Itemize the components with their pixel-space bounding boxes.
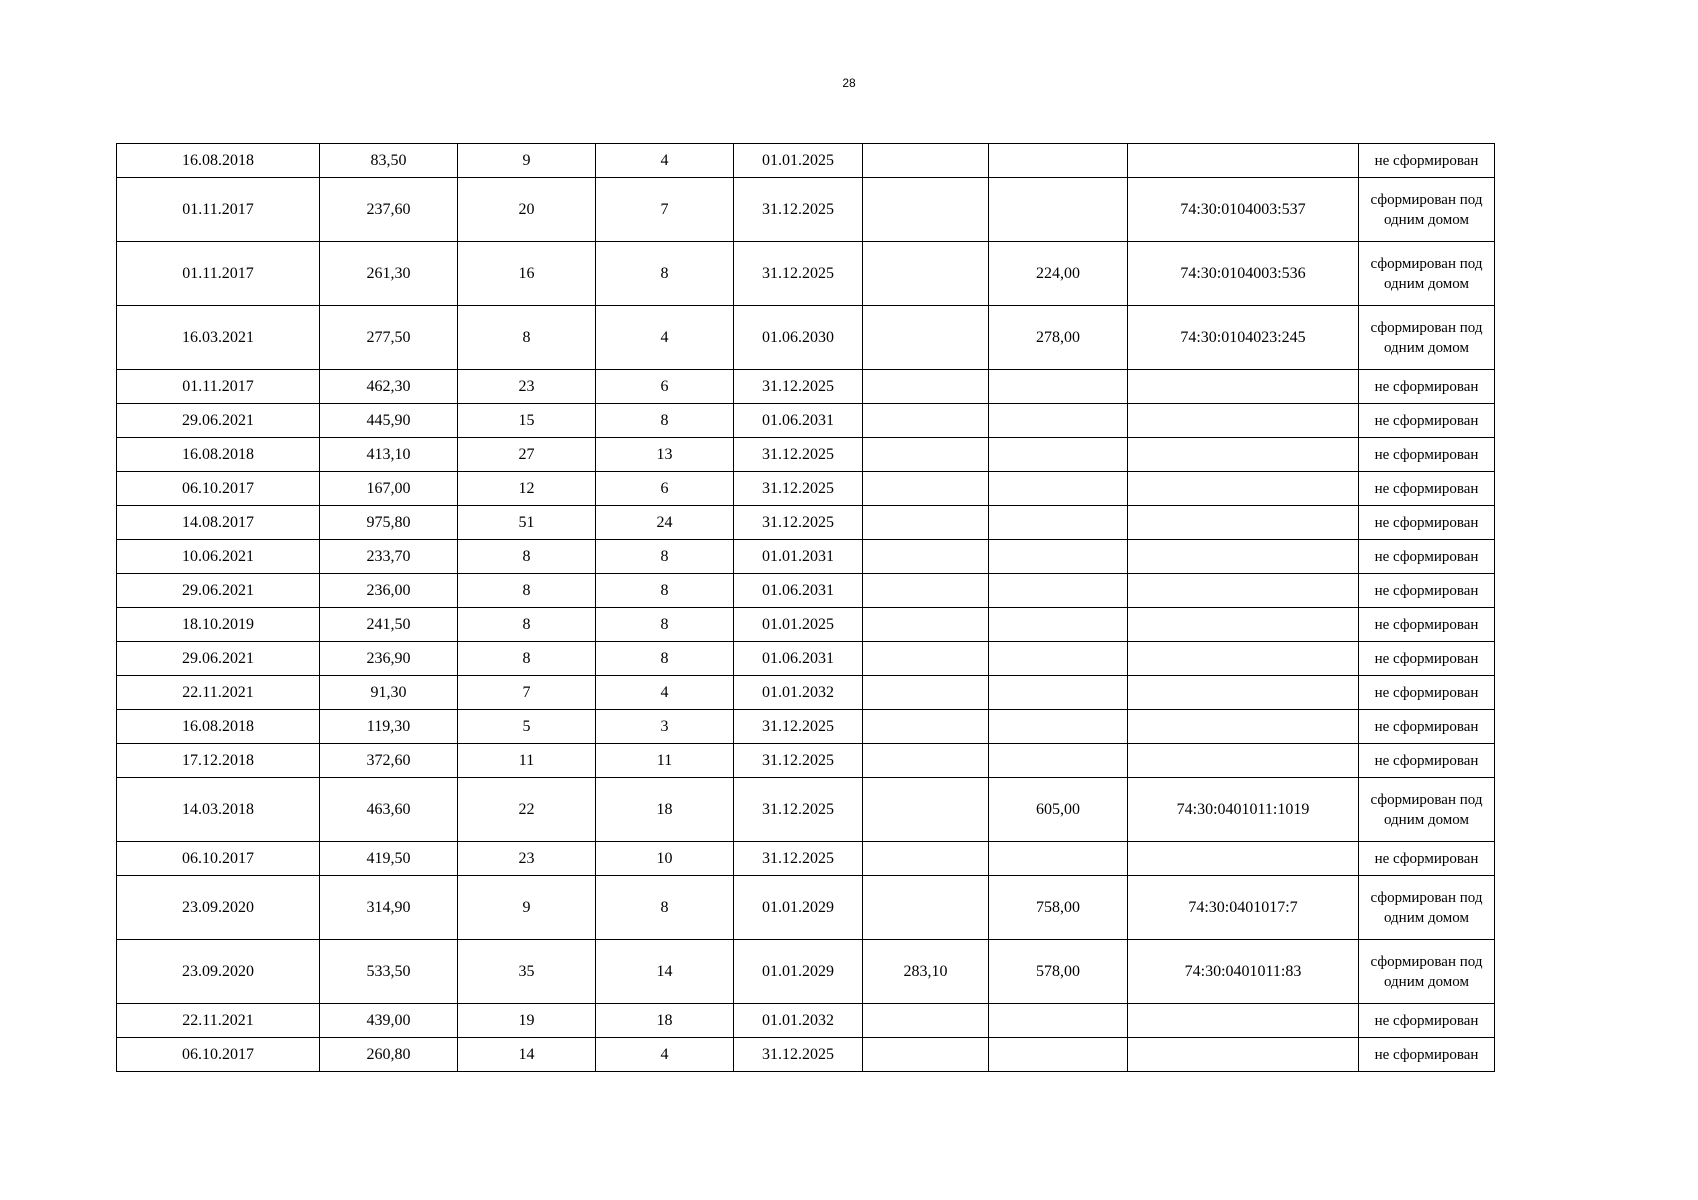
table-row: [117, 1004, 1495, 1038]
date-cell: 23.09.2020: [117, 940, 320, 1004]
area-cell: 237,60: [320, 178, 458, 242]
date-cell: 16.08.2018: [117, 438, 320, 472]
status: не сформирован: [1359, 1004, 1495, 1038]
apartments-cell: 18: [596, 778, 734, 842]
apartments-cell: 7: [596, 178, 734, 242]
apartments-cell: 4: [596, 144, 734, 178]
deadline-cell: 31.12.2025: [734, 242, 863, 306]
date-cell: 01.11.2017: [117, 370, 320, 404]
status: не сформирован: [1359, 472, 1495, 506]
area-cell: 445,90: [320, 404, 458, 438]
residents-cell: 9: [458, 876, 596, 940]
extra-area-cell: [863, 1004, 989, 1038]
extra-area-cell: [863, 744, 989, 778]
status: не сформирован: [1359, 438, 1495, 472]
apartments-cell: 8: [596, 404, 734, 438]
cadastral-number-cell: 74:30:0401011:1019: [1128, 778, 1359, 842]
land-area-cell: [989, 472, 1128, 506]
residents-cell: 8: [458, 540, 596, 574]
deadline-cell: 31.12.2025: [734, 744, 863, 778]
extra-area-cell: [863, 778, 989, 842]
extra-area-cell: 283,10: [863, 940, 989, 1004]
table-row: [117, 876, 1495, 940]
area-cell: 260,80: [320, 1038, 458, 1072]
cadastral-number-cell: [1128, 710, 1359, 744]
extra-area-cell: [863, 540, 989, 574]
land-area-cell: 278,00: [989, 306, 1128, 370]
residents-cell: 8: [458, 574, 596, 608]
extra-area-cell: [863, 438, 989, 472]
deadline-cell: 31.12.2025: [734, 370, 863, 404]
deadline-cell: 31.12.2025: [734, 438, 863, 472]
date-cell: 16.08.2018: [117, 144, 320, 178]
table-row: [117, 438, 1495, 472]
date-cell: 06.10.2017: [117, 842, 320, 876]
land-area-cell: [989, 540, 1128, 574]
cadastral-number-cell: [1128, 144, 1359, 178]
land-area-cell: [989, 842, 1128, 876]
residents-cell: 27: [458, 438, 596, 472]
land-area-cell: [989, 1038, 1128, 1072]
cadastral-number-cell: 74:30:0104003:536: [1128, 242, 1359, 306]
cadastral-number-cell: [1128, 842, 1359, 876]
apartments-cell: 8: [596, 876, 734, 940]
cadastral-number-cell: [1128, 540, 1359, 574]
land-area-cell: [989, 438, 1128, 472]
residents-cell: 8: [458, 642, 596, 676]
table-row: [117, 144, 1495, 178]
area-cell: 372,60: [320, 744, 458, 778]
status: не сформирован: [1359, 506, 1495, 540]
cadastral-number-cell: [1128, 642, 1359, 676]
table-row: [117, 642, 1495, 676]
cadastral-number-cell: [1128, 1038, 1359, 1072]
deadline-cell: 01.06.2031: [734, 404, 863, 438]
area-cell: 277,50: [320, 306, 458, 370]
status: не сформирован: [1359, 642, 1495, 676]
extra-area-cell: [863, 676, 989, 710]
land-area-cell: [989, 404, 1128, 438]
status: сформирован под одним домом: [1359, 306, 1495, 370]
status: не сформирован: [1359, 144, 1495, 178]
cadastral-number-cell: [1128, 676, 1359, 710]
status: сформирован под одним домом: [1359, 178, 1495, 242]
page-number: 28: [842, 76, 856, 90]
date-cell: 01.11.2017: [117, 242, 320, 306]
registry-table: [116, 143, 1495, 1072]
table-row: [117, 178, 1495, 242]
apartments-cell: 11: [596, 744, 734, 778]
status: не сформирован: [1359, 370, 1495, 404]
date-cell: 16.03.2021: [117, 306, 320, 370]
deadline-cell: 31.12.2025: [734, 778, 863, 842]
extra-area-cell: [863, 370, 989, 404]
apartments-cell: 3: [596, 710, 734, 744]
land-area-cell: 578,00: [989, 940, 1128, 1004]
deadline-cell: 01.01.2029: [734, 940, 863, 1004]
extra-area-cell: [863, 876, 989, 940]
extra-area-cell: [863, 842, 989, 876]
land-area-cell: [989, 144, 1128, 178]
deadline-cell: 31.12.2025: [734, 506, 863, 540]
table-row: [117, 306, 1495, 370]
status: сформирован под одним домом: [1359, 242, 1495, 306]
residents-cell: 23: [458, 842, 596, 876]
status: не сформирован: [1359, 676, 1495, 710]
date-cell: 29.06.2021: [117, 642, 320, 676]
table-row: [117, 1038, 1495, 1072]
extra-area-cell: [863, 472, 989, 506]
status: сформирован под одним домом: [1359, 778, 1495, 842]
area-cell: 236,90: [320, 642, 458, 676]
deadline-cell: 01.06.2031: [734, 642, 863, 676]
cadastral-number-cell: [1128, 404, 1359, 438]
area-cell: 119,30: [320, 710, 458, 744]
date-cell: 22.11.2021: [117, 1004, 320, 1038]
table-row: [117, 540, 1495, 574]
cadastral-number-cell: [1128, 1004, 1359, 1038]
residents-cell: 8: [458, 608, 596, 642]
cadastral-number-cell: [1128, 574, 1359, 608]
area-cell: 83,50: [320, 144, 458, 178]
apartments-cell: 6: [596, 370, 734, 404]
land-area-cell: [989, 574, 1128, 608]
deadline-cell: 01.01.2031: [734, 540, 863, 574]
date-cell: 14.03.2018: [117, 778, 320, 842]
status: не сформирован: [1359, 574, 1495, 608]
cadastral-number-cell: 74:30:0104023:245: [1128, 306, 1359, 370]
area-cell: 463,60: [320, 778, 458, 842]
area-cell: 314,90: [320, 876, 458, 940]
apartments-cell: 8: [596, 574, 734, 608]
area-cell: 533,50: [320, 940, 458, 1004]
status: не сформирован: [1359, 1038, 1495, 1072]
extra-area-cell: [863, 178, 989, 242]
cadastral-number-cell: [1128, 438, 1359, 472]
residents-cell: 12: [458, 472, 596, 506]
area-cell: 462,30: [320, 370, 458, 404]
area-cell: 167,00: [320, 472, 458, 506]
apartments-cell: 4: [596, 676, 734, 710]
area-cell: 236,00: [320, 574, 458, 608]
extra-area-cell: [863, 306, 989, 370]
land-area-cell: [989, 178, 1128, 242]
residents-cell: 23: [458, 370, 596, 404]
deadline-cell: 01.01.2032: [734, 676, 863, 710]
date-cell: 29.06.2021: [117, 574, 320, 608]
cadastral-number-cell: 74:30:0401017:7: [1128, 876, 1359, 940]
residents-cell: 20: [458, 178, 596, 242]
date-cell: 29.06.2021: [117, 404, 320, 438]
registry-table-body: [117, 144, 1495, 1072]
table-row: [117, 842, 1495, 876]
apartments-cell: 14: [596, 940, 734, 1004]
area-cell: 261,30: [320, 242, 458, 306]
table-row: [117, 472, 1495, 506]
cadastral-number-cell: [1128, 472, 1359, 506]
date-cell: 10.06.2021: [117, 540, 320, 574]
apartments-cell: 18: [596, 1004, 734, 1038]
land-area-cell: [989, 642, 1128, 676]
status: не сформирован: [1359, 842, 1495, 876]
date-cell: 01.11.2017: [117, 178, 320, 242]
apartments-cell: 8: [596, 608, 734, 642]
residents-cell: 19: [458, 1004, 596, 1038]
residents-cell: 16: [458, 242, 596, 306]
extra-area-cell: [863, 404, 989, 438]
date-cell: 06.10.2017: [117, 472, 320, 506]
residents-cell: 7: [458, 676, 596, 710]
status: сформирован под одним домом: [1359, 940, 1495, 1004]
land-area-cell: [989, 744, 1128, 778]
extra-area-cell: [863, 506, 989, 540]
residents-cell: 11: [458, 744, 596, 778]
apartments-cell: 13: [596, 438, 734, 472]
date-cell: 16.08.2018: [117, 710, 320, 744]
land-area-cell: 224,00: [989, 242, 1128, 306]
status: не сформирован: [1359, 744, 1495, 778]
area-cell: 439,00: [320, 1004, 458, 1038]
apartments-cell: 6: [596, 472, 734, 506]
date-cell: 23.09.2020: [117, 876, 320, 940]
extra-area-cell: [863, 642, 989, 676]
apartments-cell: 8: [596, 540, 734, 574]
cadastral-number-cell: [1128, 608, 1359, 642]
residents-cell: 14: [458, 1038, 596, 1072]
land-area-cell: [989, 608, 1128, 642]
apartments-cell: 4: [596, 306, 734, 370]
area-cell: 975,80: [320, 506, 458, 540]
area-cell: 91,30: [320, 676, 458, 710]
area-cell: 419,50: [320, 842, 458, 876]
apartments-cell: 8: [596, 642, 734, 676]
apartments-cell: 4: [596, 1038, 734, 1072]
residents-cell: 8: [458, 306, 596, 370]
deadline-cell: 01.01.2029: [734, 876, 863, 940]
land-area-cell: 605,00: [989, 778, 1128, 842]
extra-area-cell: [863, 608, 989, 642]
cadastral-number-cell: [1128, 506, 1359, 540]
deadline-cell: 01.01.2025: [734, 144, 863, 178]
table-row: [117, 574, 1495, 608]
cadastral-number-cell: 74:30:0401011:83: [1128, 940, 1359, 1004]
residents-cell: 35: [458, 940, 596, 1004]
table-row: [117, 370, 1495, 404]
residents-cell: 9: [458, 144, 596, 178]
table-row: [117, 744, 1495, 778]
cadastral-number-cell: [1128, 744, 1359, 778]
deadline-cell: 31.12.2025: [734, 1038, 863, 1072]
deadline-cell: 31.12.2025: [734, 472, 863, 506]
status: не сформирован: [1359, 540, 1495, 574]
table-row: [117, 676, 1495, 710]
status: не сформирован: [1359, 404, 1495, 438]
table-row: [117, 608, 1495, 642]
date-cell: 17.12.2018: [117, 744, 320, 778]
deadline-cell: 31.12.2025: [734, 178, 863, 242]
table-row: [117, 710, 1495, 744]
apartments-cell: 24: [596, 506, 734, 540]
land-area-cell: 758,00: [989, 876, 1128, 940]
land-area-cell: [989, 370, 1128, 404]
residents-cell: 5: [458, 710, 596, 744]
land-area-cell: [989, 710, 1128, 744]
date-cell: 22.11.2021: [117, 676, 320, 710]
extra-area-cell: [863, 1038, 989, 1072]
extra-area-cell: [863, 574, 989, 608]
land-area-cell: [989, 1004, 1128, 1038]
area-cell: 413,10: [320, 438, 458, 472]
extra-area-cell: [863, 144, 989, 178]
cadastral-number-cell: 74:30:0104003:537: [1128, 178, 1359, 242]
apartments-cell: 8: [596, 242, 734, 306]
cadastral-number-cell: [1128, 370, 1359, 404]
residents-cell: 22: [458, 778, 596, 842]
table-row: [117, 506, 1495, 540]
land-area-cell: [989, 506, 1128, 540]
area-cell: 241,50: [320, 608, 458, 642]
date-cell: 18.10.2019: [117, 608, 320, 642]
deadline-cell: 01.06.2030: [734, 306, 863, 370]
apartments-cell: 10: [596, 842, 734, 876]
deadline-cell: 01.01.2025: [734, 608, 863, 642]
table-row: [117, 778, 1495, 842]
table-row: [117, 940, 1495, 1004]
residents-cell: 15: [458, 404, 596, 438]
residents-cell: 51: [458, 506, 596, 540]
land-area-cell: [989, 676, 1128, 710]
deadline-cell: 31.12.2025: [734, 710, 863, 744]
status: не сформирован: [1359, 608, 1495, 642]
deadline-cell: 31.12.2025: [734, 842, 863, 876]
extra-area-cell: [863, 710, 989, 744]
status: сформирован под одним домом: [1359, 876, 1495, 940]
date-cell: 06.10.2017: [117, 1038, 320, 1072]
deadline-cell: 01.06.2031: [734, 574, 863, 608]
table-row: [117, 404, 1495, 438]
area-cell: 233,70: [320, 540, 458, 574]
deadline-cell: 01.01.2032: [734, 1004, 863, 1038]
extra-area-cell: [863, 242, 989, 306]
table-row: [117, 242, 1495, 306]
status: не сформирован: [1359, 710, 1495, 744]
date-cell: 14.08.2017: [117, 506, 320, 540]
